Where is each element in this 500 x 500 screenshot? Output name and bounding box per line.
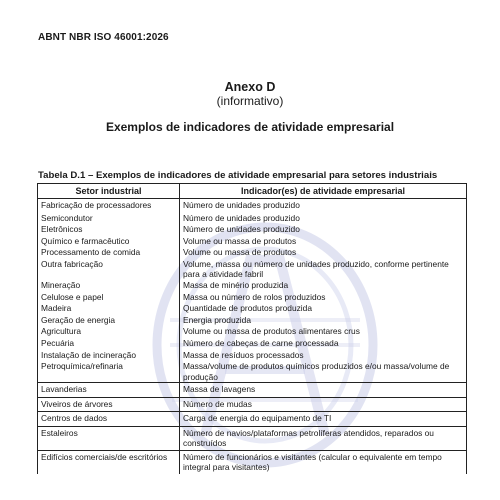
table-row <box>38 350 467 362</box>
indicators-table <box>37 183 467 474</box>
table-row <box>38 383 467 398</box>
table-row <box>38 361 467 383</box>
sector-cell: Semicondutor <box>38 213 180 225</box>
indicator-cell: Massa ou número de rolos produzidos <box>180 292 467 304</box>
sector-cell: Viveiros de árvores <box>38 397 180 412</box>
annex-title: Anexo D <box>224 80 276 94</box>
table-row <box>38 412 467 427</box>
table-row <box>38 450 467 474</box>
indicator-cell: Massa de resíduos processados <box>180 350 467 362</box>
indicator-cell: Número de navios/plataformas petrolíferas atendidos, reparados ou construídos <box>180 426 467 450</box>
sector-cell: Geração de energia <box>38 315 180 327</box>
sector-cell: Edifícios comerciais/de escritórios <box>38 450 180 474</box>
table-row <box>38 224 467 236</box>
table-row <box>38 292 467 304</box>
table-row <box>38 303 467 315</box>
sector-cell: Estaleiros <box>38 426 180 450</box>
table-row <box>38 213 467 225</box>
table-row <box>38 280 467 292</box>
table-header-row <box>38 184 467 199</box>
sector-cell: Químico e farmacêutico <box>38 236 180 248</box>
indicator-cell: Número de unidades produzido <box>180 213 467 225</box>
table-row <box>38 259 467 280</box>
indicator-cell: Carga de energia do equipamento de TI <box>180 412 467 427</box>
indicator-cell: Número de mudas <box>180 397 467 412</box>
sector-cell: Centros de dados <box>38 412 180 427</box>
sector-cell: Pecuária <box>38 338 180 350</box>
table-row <box>38 326 467 338</box>
sector-cell: Celulose e papel <box>38 292 180 304</box>
sector-cell: Outra fabricação <box>38 259 180 280</box>
header-sector: Setor industrial <box>38 184 180 199</box>
sector-cell: Instalação de incineração <box>38 350 180 362</box>
table-caption: Tabela D.1 – Exemplos de indicadores de atividade empresarial para setores industriais <box>38 170 438 181</box>
indicator-cell: Volume, massa ou número de unidades produzido, conforme pertinente para a atividade fabril <box>180 259 467 280</box>
indicator-cell: Número de unidades produzido <box>180 224 467 236</box>
indicator-cell: Volume ou massa de produtos <box>180 247 467 259</box>
section-title: Exemplos de indicadores de atividade empresarial <box>105 120 395 134</box>
indicator-cell: Quantidade de produtos produzida <box>180 303 467 315</box>
indicator-cell: Volume ou massa de produtos <box>180 236 467 248</box>
indicator-cell: Energia produzida <box>180 315 467 327</box>
sector-cell: Eletrônicos <box>38 224 180 236</box>
table-row <box>38 338 467 350</box>
sector-cell: Madeira <box>38 303 180 315</box>
indicator-cell: Número de unidades produzido <box>180 199 467 213</box>
sector-cell: Lavanderias <box>38 383 180 398</box>
table-row <box>38 236 467 248</box>
sector-cell: Mineração <box>38 280 180 292</box>
sector-cell: Agricultura <box>38 326 180 338</box>
table-row <box>38 199 467 213</box>
table-row <box>38 315 467 327</box>
indicator-cell: Massa de lavagens <box>180 383 467 398</box>
header-indicator: Indicador(es) de atividade empresarial <box>180 184 467 199</box>
indicator-cell: Número de cabeças de carne processada <box>180 338 467 350</box>
sector-cell: Fabricação de processadores <box>38 199 180 213</box>
table-row <box>38 426 467 450</box>
sector-cell: Petroquímica/refinaria <box>38 361 180 383</box>
indicator-cell: Volume ou massa de produtos alimentares crus <box>180 326 467 338</box>
table-row <box>38 397 467 412</box>
annex-type: (informativo) <box>216 94 284 108</box>
indicator-cell: Número de funcionários e visitantes (calcular o equivalente em tempo integral para visitantes) <box>180 450 467 474</box>
indicator-cell: Massa/volume de produtos químicos produzidos e/ou massa/volume de produção <box>180 361 467 383</box>
indicator-cell: Massa de minério produzida <box>180 280 467 292</box>
standard-code: ABNT NBR ISO 46001:2026 <box>38 32 169 43</box>
table-row <box>38 247 467 259</box>
sector-cell: Processamento de comida <box>38 247 180 259</box>
